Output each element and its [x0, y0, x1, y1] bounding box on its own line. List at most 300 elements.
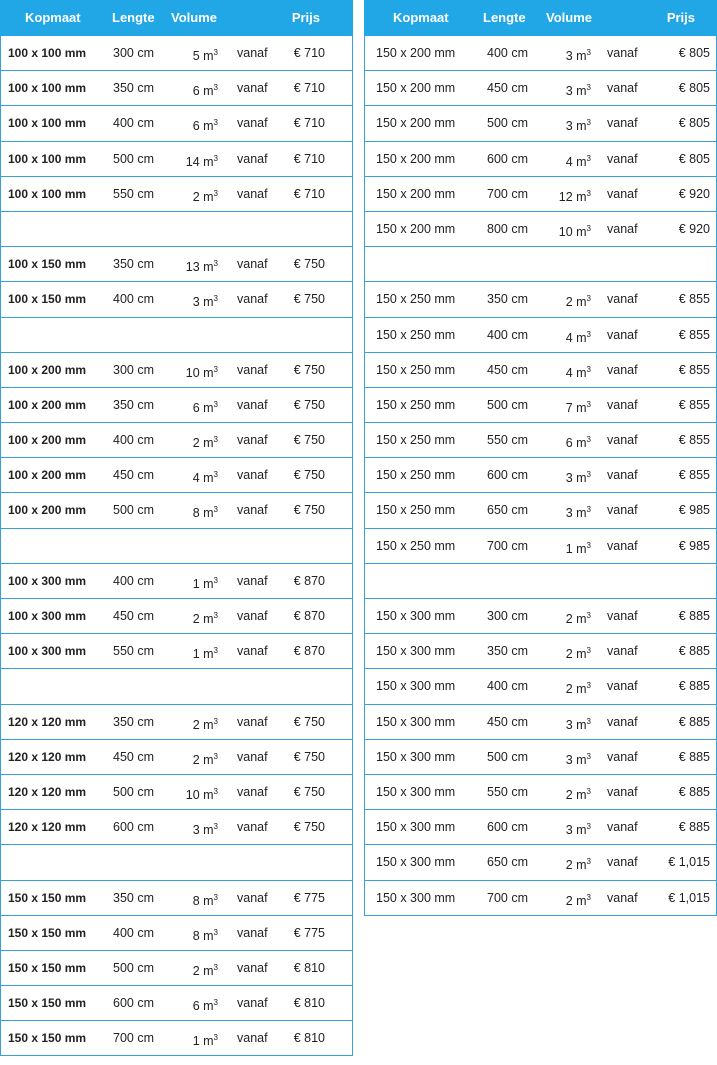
cell-prijs: € 710	[293, 46, 325, 60]
table-row	[364, 529, 717, 564]
cell-kopmaat: 150 x 300 mm	[376, 820, 456, 835]
table-row	[364, 71, 717, 106]
table-row	[0, 951, 353, 986]
cell-kopmaat: 100 x 150 mm	[8, 257, 87, 272]
cell-prijs: € 750	[293, 468, 325, 483]
cell-vanaf: vanaf	[237, 573, 268, 588]
cell-kopmaat: 150 x 250 mm	[376, 468, 456, 483]
cell-lengte: 400 cm	[113, 116, 154, 131]
cell-kopmaat: 150 x 200 mm	[376, 186, 456, 201]
cell-vanaf: vanaf	[237, 1031, 268, 1046]
cell-prijs: € 920	[678, 221, 710, 236]
table-row	[364, 423, 717, 458]
cell-vanaf: vanaf	[607, 116, 638, 131]
cell-lengte: 400 cm	[487, 679, 528, 694]
table-row	[364, 212, 717, 247]
table-header	[0, 0, 353, 36]
cell-kopmaat: 150 x 250 mm	[376, 503, 456, 518]
cell-vanaf: vanaf	[607, 714, 638, 729]
cell-kopmaat: 100 x 100 mm	[8, 116, 87, 131]
cell-vanaf: vanaf	[607, 327, 638, 342]
cell-volume: 8 $m^3$	[192, 927, 218, 943]
cell-lengte: 450 cm	[487, 714, 528, 729]
cell-volume: 3 $m^3$	[192, 294, 218, 310]
cell-vanaf: vanaf	[607, 890, 638, 905]
cell-volume: 13 $m^3$	[185, 259, 218, 275]
cell-lengte: 700 cm	[487, 890, 528, 905]
table-row	[0, 142, 353, 177]
cell-volume: 12 $m^3$	[558, 188, 591, 204]
table-row	[364, 881, 717, 916]
cell-vanaf: vanaf	[237, 81, 268, 96]
cell-kopmaat: 100 x 100 mm	[8, 46, 87, 60]
cell-lengte: 300 cm	[113, 362, 154, 377]
cell-volume: 2 $m^3$	[192, 962, 218, 978]
table-row	[0, 669, 353, 704]
cell-lengte: 650 cm	[487, 503, 528, 518]
table-row	[0, 71, 353, 106]
cell-vanaf: vanaf	[607, 749, 638, 764]
cell-lengte: 700 cm	[487, 538, 528, 553]
cell-lengte: 350 cm	[487, 644, 528, 659]
cell-lengte: 350 cm	[113, 714, 154, 729]
cell-kopmaat: 150 x 300 mm	[376, 890, 456, 905]
cell-prijs: € 750	[293, 784, 325, 799]
cell-vanaf: vanaf	[607, 221, 638, 236]
cell-volume: 6 $m^3$	[192, 998, 218, 1014]
cell-vanaf: vanaf	[237, 714, 268, 729]
cell-prijs: € 710	[293, 186, 325, 201]
cell-prijs: € 775	[293, 925, 325, 940]
cell-prijs: € 855	[678, 292, 710, 307]
cell-lengte: 500 cm	[113, 784, 154, 799]
cell-kopmaat: 150 x 250 mm	[376, 397, 456, 412]
cell-volume: 10 $m^3$	[558, 223, 591, 239]
cell-vanaf: vanaf	[607, 186, 638, 201]
cell-prijs: € 810	[293, 996, 325, 1011]
cell-vanaf: vanaf	[237, 925, 268, 940]
cell-kopmaat: 150 x 150 mm	[8, 996, 87, 1011]
table-row	[0, 247, 353, 282]
table-row	[364, 247, 717, 282]
cell-volume: 1 $m^3$	[192, 575, 218, 591]
cell-volume: 8 $m^3$	[192, 892, 218, 908]
cell-lengte: 400 cm	[487, 327, 528, 342]
cell-vanaf: vanaf	[237, 116, 268, 131]
table-row	[364, 493, 717, 528]
cell-prijs: € 750	[293, 714, 325, 729]
table-row	[0, 36, 353, 71]
cell-lengte: 600 cm	[487, 151, 528, 166]
cell-lengte: 600 cm	[487, 468, 528, 483]
cell-prijs: € 750	[293, 257, 325, 272]
table-row	[0, 529, 353, 564]
cell-vanaf: vanaf	[237, 996, 268, 1011]
cell-vanaf: vanaf	[607, 855, 638, 870]
cell-vanaf: vanaf	[237, 609, 268, 623]
table-row	[364, 388, 717, 423]
cell-vanaf: vanaf	[607, 292, 638, 307]
cell-prijs: € 750	[293, 749, 325, 764]
cell-lengte: 500 cm	[113, 960, 154, 975]
cell-kopmaat: 100 x 300 mm	[8, 644, 87, 659]
cell-volume: 2 $m^3$	[565, 681, 591, 697]
header-lengte: Lengte	[483, 10, 526, 25]
cell-lengte: 400 cm	[113, 433, 154, 448]
cell-kopmaat: 100 x 200 mm	[8, 503, 87, 518]
table-row	[364, 740, 717, 775]
cell-volume: 2 $m^3$	[192, 435, 218, 451]
table-row	[364, 599, 717, 634]
cell-volume: 2 $m^3$	[192, 611, 218, 626]
cell-volume: 3 $m^3$	[565, 716, 591, 732]
table-row	[364, 142, 717, 177]
table-row	[0, 423, 353, 458]
price-table-left	[0, 0, 353, 1056]
cell-vanaf: vanaf	[237, 644, 268, 659]
cell-lengte: 450 cm	[113, 749, 154, 764]
cell-prijs: € 855	[678, 397, 710, 412]
table-body	[0, 36, 353, 1056]
cell-vanaf: vanaf	[237, 292, 268, 307]
cell-prijs: € 750	[293, 292, 325, 307]
cell-kopmaat: 100 x 300 mm	[8, 609, 87, 623]
cell-prijs: € 775	[293, 890, 325, 905]
cell-kopmaat: 150 x 200 mm	[376, 221, 456, 236]
cell-prijs: € 750	[293, 362, 325, 377]
cell-prijs: € 885	[678, 749, 710, 764]
cell-prijs: € 985	[678, 503, 710, 518]
table-row	[364, 634, 717, 669]
table-row	[0, 177, 353, 212]
table-row	[0, 212, 353, 247]
cell-volume: 2 $m^3$	[192, 716, 218, 732]
cell-lengte: 550 cm	[487, 433, 528, 448]
table-body	[364, 36, 717, 916]
table-row	[364, 564, 717, 599]
cell-lengte: 500 cm	[487, 116, 528, 131]
cell-prijs: € 855	[678, 362, 710, 377]
cell-volume: 2 $m^3$	[565, 857, 591, 873]
cell-prijs: € 855	[678, 468, 710, 483]
table-row	[0, 318, 353, 353]
cell-kopmaat: 100 x 100 mm	[8, 186, 87, 201]
cell-kopmaat: 150 x 250 mm	[376, 433, 456, 448]
cell-volume: 10 $m^3$	[185, 786, 218, 802]
cell-prijs: € 870	[293, 609, 325, 623]
header-volume: Volume	[546, 10, 592, 25]
cell-vanaf: vanaf	[607, 81, 638, 96]
table-row	[364, 458, 717, 493]
cell-prijs: € 710	[293, 116, 325, 131]
cell-lengte: 400 cm	[113, 925, 154, 940]
cell-kopmaat: 150 x 250 mm	[376, 538, 456, 553]
table-row	[364, 775, 717, 810]
cell-volume: 5 $m^3$	[192, 48, 218, 63]
cell-volume: 2 $m^3$	[565, 786, 591, 802]
cell-vanaf: vanaf	[237, 257, 268, 272]
cell-kopmaat: 100 x 100 mm	[8, 81, 87, 96]
cell-lengte: 550 cm	[487, 784, 528, 799]
cell-volume: 2 $m^3$	[565, 646, 591, 662]
cell-volume: 7 $m^3$	[565, 399, 591, 415]
table-row	[0, 599, 353, 634]
cell-prijs: € 855	[678, 433, 710, 448]
cell-kopmaat: 100 x 200 mm	[8, 468, 87, 483]
cell-volume: 4 $m^3$	[565, 364, 591, 380]
cell-lengte: 500 cm	[487, 397, 528, 412]
cell-prijs: € 805	[678, 151, 710, 166]
table-row	[364, 282, 717, 317]
cell-lengte: 350 cm	[113, 81, 154, 96]
cell-lengte: 450 cm	[487, 362, 528, 377]
price-table-right	[364, 0, 717, 916]
cell-volume: 3 $m^3$	[565, 505, 591, 521]
cell-lengte: 450 cm	[487, 81, 528, 96]
cell-volume: 2 $m^3$	[192, 188, 218, 204]
cell-lengte: 500 cm	[113, 151, 154, 166]
cell-kopmaat: 100 x 200 mm	[8, 433, 87, 448]
cell-kopmaat: 150 x 150 mm	[8, 890, 87, 905]
cell-volume: 14 $m^3$	[185, 153, 218, 169]
cell-kopmaat: 150 x 200 mm	[376, 81, 456, 96]
header-kopmaat: Kopmaat	[393, 10, 449, 25]
cell-volume: 4 $m^3$	[192, 470, 218, 486]
cell-kopmaat: 150 x 200 mm	[376, 46, 456, 60]
cell-lengte: 450 cm	[113, 468, 154, 483]
table-row	[364, 353, 717, 388]
cell-lengte: 550 cm	[113, 644, 154, 659]
cell-lengte: 550 cm	[113, 186, 154, 201]
cell-vanaf: vanaf	[237, 397, 268, 412]
table-row	[0, 493, 353, 528]
table-row	[0, 810, 353, 845]
cell-vanaf: vanaf	[237, 503, 268, 518]
table-row	[0, 564, 353, 599]
cell-kopmaat: 150 x 200 mm	[376, 151, 456, 166]
cell-lengte: 300 cm	[113, 46, 154, 60]
cell-prijs: € 885	[678, 644, 710, 659]
cell-vanaf: vanaf	[237, 151, 268, 166]
cell-prijs: € 885	[678, 714, 710, 729]
cell-lengte: 800 cm	[487, 221, 528, 236]
cell-prijs: € 805	[678, 116, 710, 131]
table-row	[364, 106, 717, 141]
cell-kopmaat: 150 x 300 mm	[376, 609, 456, 623]
cell-kopmaat: 150 x 300 mm	[376, 714, 456, 729]
cell-volume: 1 $m^3$	[192, 1033, 218, 1049]
cell-volume: 3 $m^3$	[565, 822, 591, 838]
cell-vanaf: vanaf	[607, 362, 638, 377]
cell-lengte: 350 cm	[487, 292, 528, 307]
cell-kopmaat: 120 x 120 mm	[8, 749, 87, 764]
cell-kopmaat: 150 x 150 mm	[8, 960, 87, 975]
cell-prijs: € 805	[678, 46, 710, 60]
table-row	[0, 634, 353, 669]
cell-prijs: € 710	[293, 151, 325, 166]
cell-kopmaat: 150 x 250 mm	[376, 362, 456, 377]
cell-lengte: 600 cm	[487, 820, 528, 835]
cell-kopmaat: 150 x 300 mm	[376, 644, 456, 659]
cell-lengte: 350 cm	[113, 397, 154, 412]
table-row	[364, 36, 717, 71]
cell-volume: 6 $m^3$	[192, 399, 218, 415]
cell-volume: 4 $m^3$	[565, 153, 591, 169]
cell-prijs: € 885	[678, 679, 710, 694]
table-row	[0, 916, 353, 951]
cell-vanaf: vanaf	[237, 820, 268, 835]
cell-volume: 2 $m^3$	[565, 892, 591, 908]
table-row	[0, 1021, 353, 1056]
cell-vanaf: vanaf	[607, 784, 638, 799]
cell-vanaf: vanaf	[607, 433, 638, 448]
cell-kopmaat: 120 x 120 mm	[8, 820, 87, 835]
table-row	[0, 986, 353, 1021]
cell-volume: 6 $m^3$	[192, 118, 218, 134]
cell-lengte: 500 cm	[487, 749, 528, 764]
cell-volume: 3 $m^3$	[565, 118, 591, 134]
cell-lengte: 350 cm	[113, 890, 154, 905]
cell-volume: 3 $m^3$	[565, 48, 591, 63]
cell-prijs: € 885	[678, 609, 710, 623]
header-volume: Volume	[171, 10, 217, 25]
cell-vanaf: vanaf	[237, 960, 268, 975]
table-row	[364, 810, 717, 845]
cell-vanaf: vanaf	[607, 468, 638, 483]
table-row	[0, 740, 353, 775]
cell-kopmaat: 120 x 120 mm	[8, 714, 87, 729]
cell-kopmaat: 150 x 200 mm	[376, 116, 456, 131]
cell-lengte: 350 cm	[113, 257, 154, 272]
cell-kopmaat: 150 x 150 mm	[8, 925, 87, 940]
cell-vanaf: vanaf	[607, 538, 638, 553]
cell-lengte: 400 cm	[113, 573, 154, 588]
cell-prijs: € 1,015	[668, 890, 710, 905]
cell-vanaf: vanaf	[607, 397, 638, 412]
cell-prijs: € 710	[293, 81, 325, 96]
cell-volume: 1 $m^3$	[565, 540, 591, 556]
cell-lengte: 600 cm	[113, 996, 154, 1011]
header-prijs: Prijs	[291, 10, 320, 25]
table-header	[364, 0, 717, 36]
cell-volume: 2 $m^3$	[565, 611, 591, 626]
table-row	[364, 318, 717, 353]
cell-lengte: 600 cm	[113, 820, 154, 835]
cell-lengte: 400 cm	[487, 46, 528, 60]
cell-vanaf: vanaf	[607, 151, 638, 166]
cell-vanaf: vanaf	[237, 784, 268, 799]
cell-vanaf: vanaf	[237, 433, 268, 448]
cell-volume: 6 $m^3$	[565, 435, 591, 451]
cell-lengte: 700 cm	[113, 1031, 154, 1046]
cell-volume: 3 $m^3$	[565, 751, 591, 767]
cell-volume: 10 $m^3$	[185, 364, 218, 380]
cell-vanaf: vanaf	[237, 46, 268, 60]
table-row	[364, 705, 717, 740]
cell-kopmaat: 150 x 300 mm	[376, 749, 456, 764]
header-lengte: Lengte	[112, 10, 155, 25]
table-row	[0, 775, 353, 810]
cell-kopmaat: 100 x 300 mm	[8, 573, 87, 588]
cell-prijs: € 1,015	[668, 855, 710, 870]
table-row	[364, 669, 717, 704]
table-row	[0, 106, 353, 141]
cell-lengte: 400 cm	[113, 292, 154, 307]
table-row	[0, 845, 353, 880]
cell-kopmaat: 100 x 150 mm	[8, 292, 87, 307]
cell-prijs: € 750	[293, 397, 325, 412]
cell-prijs: € 855	[678, 327, 710, 342]
cell-prijs: € 870	[293, 573, 325, 588]
cell-volume: 4 $m^3$	[565, 329, 591, 345]
cell-prijs: € 885	[678, 784, 710, 799]
cell-volume: 3 $m^3$	[565, 83, 591, 99]
table-row	[0, 881, 353, 916]
table-row	[0, 705, 353, 740]
cell-kopmaat: 150 x 250 mm	[376, 327, 456, 342]
header-kopmaat: Kopmaat	[25, 10, 81, 25]
cell-vanaf: vanaf	[607, 820, 638, 835]
cell-vanaf: vanaf	[607, 609, 638, 623]
cell-volume: 2 $m^3$	[192, 751, 218, 767]
cell-prijs: € 750	[293, 820, 325, 835]
cell-prijs: € 870	[293, 644, 325, 659]
cell-volume: 3 $m^3$	[565, 470, 591, 486]
cell-kopmaat: 150 x 300 mm	[376, 784, 456, 799]
cell-lengte: 300 cm	[487, 609, 528, 623]
cell-lengte: 500 cm	[113, 503, 154, 518]
cell-vanaf: vanaf	[237, 468, 268, 483]
header-prijs: Prijs	[666, 10, 695, 25]
cell-vanaf: vanaf	[607, 503, 638, 518]
cell-prijs: € 810	[293, 1031, 325, 1046]
cell-prijs: € 805	[678, 81, 710, 96]
cell-lengte: 700 cm	[487, 186, 528, 201]
cell-prijs: € 810	[293, 960, 325, 975]
cell-lengte: 450 cm	[113, 609, 154, 623]
cell-kopmaat: 100 x 100 mm	[8, 151, 87, 166]
table-row	[0, 458, 353, 493]
cell-prijs: € 920	[678, 186, 710, 201]
table-row	[0, 282, 353, 317]
cell-prijs: € 750	[293, 433, 325, 448]
cell-kopmaat: 150 x 250 mm	[376, 292, 456, 307]
cell-volume: 6 $m^3$	[192, 83, 218, 99]
cell-volume: 3 $m^3$	[192, 822, 218, 838]
table-row	[364, 845, 717, 880]
cell-kopmaat: 100 x 200 mm	[8, 362, 87, 377]
cell-kopmaat: 150 x 150 mm	[8, 1031, 87, 1046]
cell-prijs: € 750	[293, 503, 325, 518]
cell-volume: 2 $m^3$	[565, 294, 591, 310]
cell-kopmaat: 100 x 200 mm	[8, 397, 87, 412]
cell-prijs: € 885	[678, 820, 710, 835]
cell-kopmaat: 150 x 300 mm	[376, 855, 456, 870]
cell-vanaf: vanaf	[607, 679, 638, 694]
cell-kopmaat: 150 x 300 mm	[376, 679, 456, 694]
cell-vanaf: vanaf	[607, 46, 638, 60]
cell-lengte: 650 cm	[487, 855, 528, 870]
cell-vanaf: vanaf	[607, 644, 638, 659]
table-row	[0, 388, 353, 423]
cell-volume: 8 $m^3$	[192, 505, 218, 521]
cell-kopmaat: 120 x 120 mm	[8, 784, 87, 799]
cell-vanaf: vanaf	[237, 749, 268, 764]
table-row	[364, 177, 717, 212]
cell-vanaf: vanaf	[237, 890, 268, 905]
cell-prijs: € 985	[678, 538, 710, 553]
cell-vanaf: vanaf	[237, 362, 268, 377]
